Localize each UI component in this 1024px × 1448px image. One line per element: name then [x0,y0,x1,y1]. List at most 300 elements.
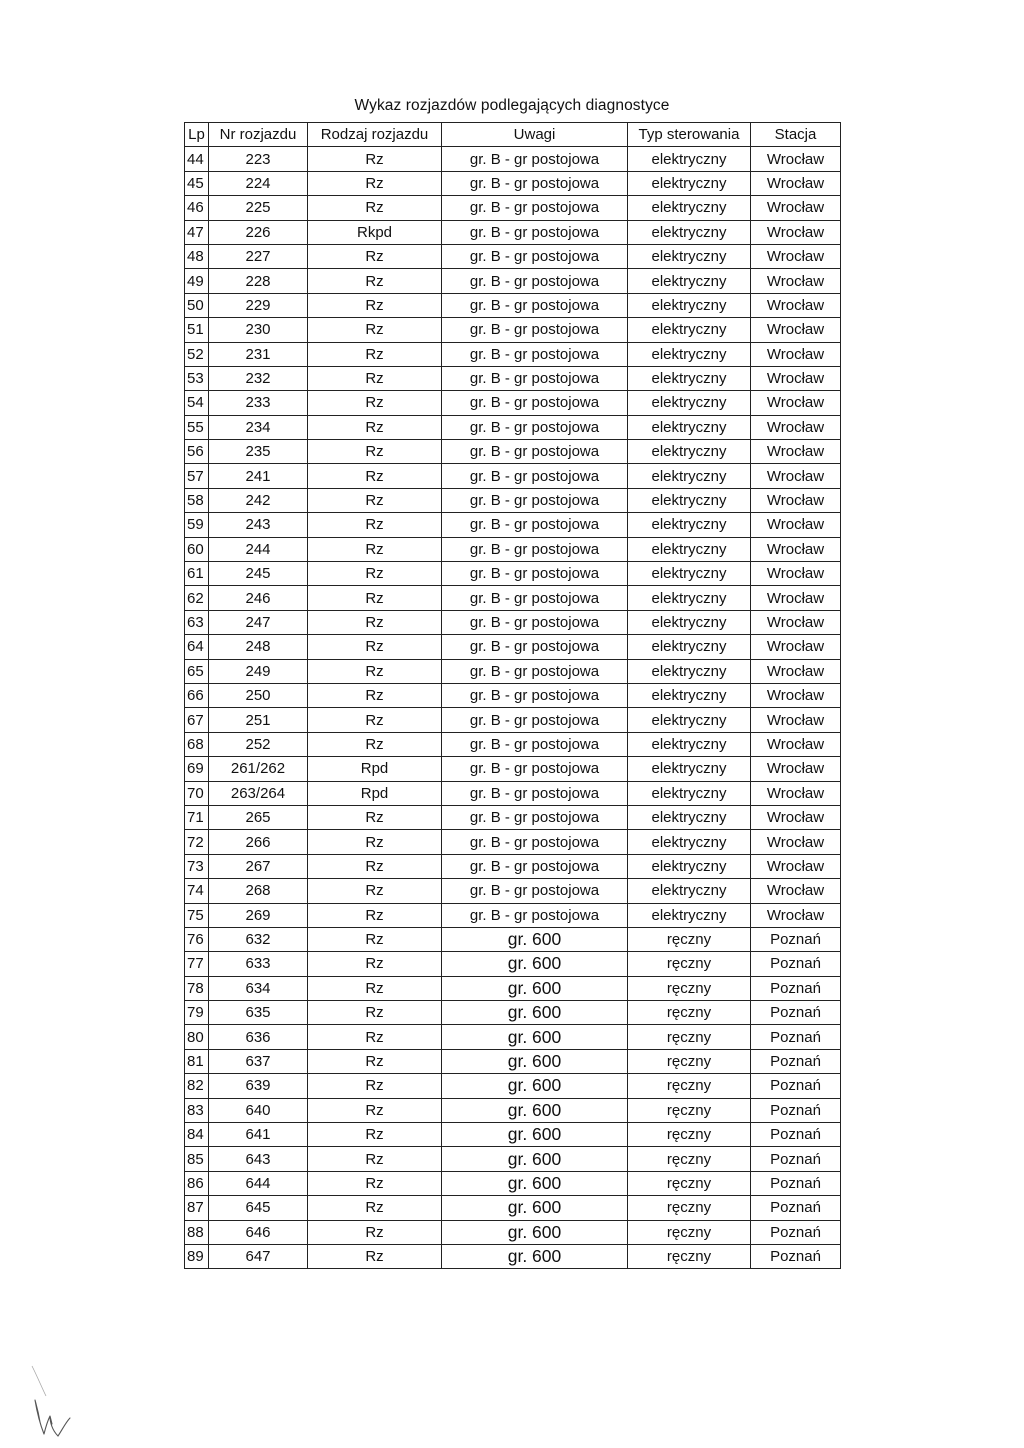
cell-lp: 83 [185,1098,209,1122]
table-body [185,147,841,1269]
cell-rodzaj: Rz [308,927,442,951]
cell-uwagi: gr. B - gr postojowa [442,757,628,781]
cell-nr: 245 [209,562,308,586]
cell-rodzaj: Rz [308,1098,442,1122]
cell-stacja: Wrocław [751,488,841,512]
cell-uwagi: gr. B - gr postojowa [442,830,628,854]
cell-typ: elektryczny [628,440,751,464]
table-row [185,1123,841,1147]
header-typ-sterowania: Typ sterowania [628,123,751,147]
cell-nr: 646 [209,1220,308,1244]
table-row [185,903,841,927]
cell-stacja: Wrocław [751,610,841,634]
table-row [185,220,841,244]
cell-nr: 265 [209,805,308,829]
cell-nr: 230 [209,318,308,342]
cell-stacja: Wrocław [751,196,841,220]
table-row [185,196,841,220]
cell-nr: 225 [209,196,308,220]
cell-typ: elektryczny [628,708,751,732]
cell-stacja: Wrocław [751,415,841,439]
table-row [185,586,841,610]
cell-lp: 85 [185,1147,209,1171]
cell-rodzaj: Rz [308,488,442,512]
cell-nr: 232 [209,366,308,390]
cell-rodzaj: Rz [308,635,442,659]
cell-nr: 248 [209,635,308,659]
cell-stacja: Wrocław [751,586,841,610]
cell-uwagi: gr. 600 [442,1196,628,1220]
table-row [185,927,841,951]
cell-typ: elektryczny [628,196,751,220]
table-row [185,488,841,512]
cell-typ: elektryczny [628,513,751,537]
cell-lp: 80 [185,1025,209,1049]
cell-uwagi: gr. B - gr postojowa [442,879,628,903]
cell-lp: 87 [185,1196,209,1220]
table-row [185,415,841,439]
table-row [185,1001,841,1025]
cell-uwagi: gr. B - gr postojowa [442,805,628,829]
cell-lp: 53 [185,366,209,390]
cell-typ: ręczny [628,1098,751,1122]
cell-uwagi: gr. B - gr postojowa [442,171,628,195]
cell-uwagi: gr. 600 [442,976,628,1000]
cell-rodzaj: Rz [308,976,442,1000]
cell-uwagi: gr. B - gr postojowa [442,659,628,683]
cell-uwagi: gr. B - gr postojowa [442,781,628,805]
cell-uwagi: gr. B - gr postojowa [442,269,628,293]
cell-typ: ręczny [628,1049,751,1073]
cell-uwagi: gr. 600 [442,1244,628,1268]
cell-typ: elektryczny [628,562,751,586]
cell-rodzaj: Rz [308,1049,442,1073]
cell-lp: 54 [185,391,209,415]
cell-stacja: Wrocław [751,708,841,732]
cell-uwagi: gr. B - gr postojowa [442,513,628,537]
cell-lp: 86 [185,1171,209,1195]
cell-uwagi: gr. B - gr postojowa [442,683,628,707]
table-row [185,464,841,488]
cell-stacja: Wrocław [751,781,841,805]
cell-uwagi: gr. B - gr postojowa [442,196,628,220]
cell-nr: 633 [209,952,308,976]
cell-stacja: Poznań [751,976,841,1000]
cell-uwagi: gr. B - gr postojowa [442,562,628,586]
cell-typ: elektryczny [628,415,751,439]
cell-stacja: Wrocław [751,562,841,586]
cell-stacja: Poznań [751,1049,841,1073]
cell-lp: 79 [185,1001,209,1025]
cell-uwagi: gr. 600 [442,1049,628,1073]
cell-uwagi: gr. B - gr postojowa [442,903,628,927]
cell-rodzaj: Rz [308,854,442,878]
cell-nr: 231 [209,342,308,366]
table-row [185,1196,841,1220]
cell-rodzaj: Rz [308,391,442,415]
table-row [185,147,841,171]
cell-stacja: Poznań [751,1025,841,1049]
cell-lp: 59 [185,513,209,537]
cell-typ: elektryczny [628,879,751,903]
cell-nr: 266 [209,830,308,854]
cell-lp: 68 [185,732,209,756]
cell-lp: 66 [185,683,209,707]
cell-lp: 46 [185,196,209,220]
cell-stacja: Wrocław [751,830,841,854]
cell-nr: 263/264 [209,781,308,805]
cell-stacja: Wrocław [751,732,841,756]
cell-stacja: Wrocław [751,683,841,707]
cell-stacja: Wrocław [751,440,841,464]
header-rodzaj-rozjazdu: Rodzaj rozjazdu [308,123,442,147]
table-row [185,854,841,878]
cell-typ: elektryczny [628,391,751,415]
cell-typ: ręczny [628,1196,751,1220]
table-row [185,635,841,659]
cell-typ: elektryczny [628,366,751,390]
cell-stacja: Poznań [751,1171,841,1195]
cell-rodzaj: Rz [308,830,442,854]
cell-nr: 223 [209,147,308,171]
table-row [185,562,841,586]
cell-lp: 71 [185,805,209,829]
cell-lp: 47 [185,220,209,244]
cell-stacja: Wrocław [751,318,841,342]
cell-lp: 81 [185,1049,209,1073]
cell-rodzaj: Rz [308,147,442,171]
cell-nr: 639 [209,1074,308,1098]
cell-stacja: Poznań [751,927,841,951]
cell-lp: 44 [185,147,209,171]
cell-rodzaj: Rz [308,244,442,268]
cell-nr: 643 [209,1147,308,1171]
cell-stacja: Poznań [751,1147,841,1171]
cell-rodzaj: Rz [308,513,442,537]
cell-uwagi: gr. B - gr postojowa [442,342,628,366]
cell-rodzaj: Rz [308,1001,442,1025]
cell-nr: 249 [209,659,308,683]
cell-nr: 645 [209,1196,308,1220]
cell-nr: 268 [209,879,308,903]
table-row [185,366,841,390]
cell-rodzaj: Rz [308,196,442,220]
table-row [185,537,841,561]
cell-lp: 50 [185,293,209,317]
cell-uwagi: gr. B - gr postojowa [442,318,628,342]
cell-uwagi: gr. B - gr postojowa [442,635,628,659]
cell-stacja: Wrocław [751,659,841,683]
table-row [185,683,841,707]
table-row [185,976,841,1000]
table-row [185,440,841,464]
cell-rodzaj: Rz [308,1244,442,1268]
cell-typ: ręczny [628,1025,751,1049]
cell-uwagi: gr. 600 [442,952,628,976]
cell-lp: 67 [185,708,209,732]
cell-stacja: Poznań [751,1074,841,1098]
cell-typ: elektryczny [628,757,751,781]
cell-stacja: Poznań [751,952,841,976]
cell-typ: elektryczny [628,854,751,878]
table-row [185,318,841,342]
cell-rodzaj: Rz [308,293,442,317]
cell-lp: 73 [185,854,209,878]
cell-rodzaj: Rz [308,903,442,927]
cell-rodzaj: Rz [308,1025,442,1049]
cell-lp: 56 [185,440,209,464]
cell-stacja: Wrocław [751,757,841,781]
cell-typ: ręczny [628,1001,751,1025]
cell-nr: 229 [209,293,308,317]
table-row [185,1098,841,1122]
cell-typ: elektryczny [628,318,751,342]
cell-uwagi: gr. 600 [442,927,628,951]
signature-mark [28,1360,98,1440]
cell-lp: 88 [185,1220,209,1244]
cell-stacja: Wrocław [751,269,841,293]
cell-uwagi: gr. B - gr postojowa [442,220,628,244]
table-row [185,1049,841,1073]
cell-uwagi: gr. B - gr postojowa [442,610,628,634]
cell-uwagi: gr. B - gr postojowa [442,366,628,390]
cell-typ: elektryczny [628,537,751,561]
cell-nr: 647 [209,1244,308,1268]
cell-typ: elektryczny [628,805,751,829]
cell-nr: 251 [209,708,308,732]
cell-typ: elektryczny [628,220,751,244]
table-row [185,732,841,756]
cell-stacja: Wrocław [751,147,841,171]
cell-stacja: Wrocław [751,293,841,317]
cell-rodzaj: Rz [308,1171,442,1195]
cell-stacja: Wrocław [751,244,841,268]
cell-uwagi: gr. B - gr postojowa [442,537,628,561]
cell-stacja: Wrocław [751,391,841,415]
cell-rodzaj: Rkpd [308,220,442,244]
cell-stacja: Poznań [751,1001,841,1025]
cell-uwagi: gr. 600 [442,1074,628,1098]
cell-rodzaj: Rz [308,1220,442,1244]
cell-typ: ręczny [628,1220,751,1244]
cell-typ: elektryczny [628,903,751,927]
cell-rodzaj: Rpd [308,757,442,781]
cell-nr: 634 [209,976,308,1000]
table-row [185,830,841,854]
cell-typ: elektryczny [628,635,751,659]
cell-lp: 60 [185,537,209,561]
table-header-row [185,123,841,147]
cell-rodzaj: Rz [308,366,442,390]
cell-lp: 45 [185,171,209,195]
cell-typ: ręczny [628,976,751,1000]
cell-rodzaj: Rz [308,952,442,976]
cell-typ: elektryczny [628,171,751,195]
cell-uwagi: gr. 600 [442,1171,628,1195]
cell-lp: 82 [185,1074,209,1098]
cell-lp: 48 [185,244,209,268]
cell-rodzaj: Rz [308,171,442,195]
cell-uwagi: gr. B - gr postojowa [442,464,628,488]
cell-lp: 62 [185,586,209,610]
cell-nr: 640 [209,1098,308,1122]
table-row [185,659,841,683]
table-row [185,805,841,829]
cell-lp: 89 [185,1244,209,1268]
cell-rodzaj: Rz [308,683,442,707]
cell-typ: ręczny [628,927,751,951]
header-lp: Lp [185,123,209,147]
cell-nr: 252 [209,732,308,756]
cell-stacja: Wrocław [751,220,841,244]
cell-typ: elektryczny [628,293,751,317]
cell-typ: ręczny [628,952,751,976]
table-row [185,757,841,781]
cell-rodzaj: Rz [308,586,442,610]
cell-lp: 55 [185,415,209,439]
cell-typ: elektryczny [628,781,751,805]
table-row [185,610,841,634]
cell-lp: 75 [185,903,209,927]
cell-nr: 635 [209,1001,308,1025]
cell-typ: elektryczny [628,659,751,683]
cell-uwagi: gr. B - gr postojowa [442,391,628,415]
cell-lp: 74 [185,879,209,903]
cell-rodzaj: Rz [308,269,442,293]
cell-typ: ręczny [628,1123,751,1147]
cell-rodzaj: Rz [308,1074,442,1098]
cell-typ: ręczny [628,1074,751,1098]
table-row [185,879,841,903]
cell-nr: 228 [209,269,308,293]
cell-rodzaj: Rz [308,537,442,561]
cell-uwagi: gr. B - gr postojowa [442,293,628,317]
table-row [185,952,841,976]
cell-typ: elektryczny [628,830,751,854]
cell-rodzaj: Rz [308,1147,442,1171]
table-row [185,781,841,805]
table-row [185,1244,841,1268]
table-row [185,708,841,732]
cell-nr: 234 [209,415,308,439]
cell-stacja: Wrocław [751,513,841,537]
cell-typ: elektryczny [628,488,751,512]
cell-stacja: Poznań [751,1220,841,1244]
cell-rodzaj: Rpd [308,781,442,805]
cell-nr: 641 [209,1123,308,1147]
cell-lp: 65 [185,659,209,683]
cell-typ: elektryczny [628,586,751,610]
cell-rodzaj: Rz [308,464,442,488]
cell-rodzaj: Rz [308,1196,442,1220]
document-title: Wykaz rozjazdów podlegających diagnostyce [354,97,670,114]
cell-nr: 267 [209,854,308,878]
cell-lp: 49 [185,269,209,293]
cell-uwagi: gr. 600 [442,1025,628,1049]
cell-lp: 61 [185,562,209,586]
cell-uwagi: gr. 600 [442,1098,628,1122]
cell-nr: 242 [209,488,308,512]
cell-nr: 636 [209,1025,308,1049]
cell-lp: 72 [185,830,209,854]
cell-rodzaj: Rz [308,708,442,732]
cell-stacja: Wrocław [751,537,841,561]
cell-stacja: Wrocław [751,171,841,195]
cell-nr: 269 [209,903,308,927]
cell-nr: 244 [209,537,308,561]
cell-rodzaj: Rz [308,732,442,756]
table-row [185,342,841,366]
cell-rodzaj: Rz [308,415,442,439]
cell-nr: 241 [209,464,308,488]
cell-nr: 246 [209,586,308,610]
cell-nr: 261/262 [209,757,308,781]
header-stacja: Stacja [751,123,841,147]
cell-stacja: Wrocław [751,342,841,366]
cell-typ: ręczny [628,1147,751,1171]
table-row [185,391,841,415]
cell-stacja: Wrocław [751,805,841,829]
cell-rodzaj: Rz [308,1123,442,1147]
cell-rodzaj: Rz [308,440,442,464]
cell-typ: elektryczny [628,464,751,488]
cell-lp: 63 [185,610,209,634]
header-nr-rozjazdu: Nr rozjazdu [209,123,308,147]
cell-stacja: Wrocław [751,903,841,927]
table-row [185,269,841,293]
cell-typ: elektryczny [628,683,751,707]
cell-uwagi: gr. 600 [442,1147,628,1171]
cell-stacja: Poznań [751,1244,841,1268]
cell-stacja: Poznań [751,1123,841,1147]
cell-nr: 235 [209,440,308,464]
cell-lp: 57 [185,464,209,488]
table-row [185,1074,841,1098]
cell-rodzaj: Rz [308,610,442,634]
cell-lp: 69 [185,757,209,781]
cell-stacja: Wrocław [751,854,841,878]
cell-uwagi: gr. B - gr postojowa [442,147,628,171]
cell-uwagi: gr. B - gr postojowa [442,854,628,878]
cell-uwagi: gr. 600 [442,1123,628,1147]
cell-rodzaj: Rz [308,805,442,829]
cell-typ: ręczny [628,1171,751,1195]
cell-stacja: Wrocław [751,879,841,903]
cell-stacja: Poznań [751,1098,841,1122]
table-row [185,244,841,268]
cell-uwagi: gr. B - gr postojowa [442,586,628,610]
cell-stacja: Poznań [751,1196,841,1220]
cell-lp: 51 [185,318,209,342]
cell-stacja: Wrocław [751,464,841,488]
cell-nr: 247 [209,610,308,634]
cell-typ: elektryczny [628,610,751,634]
cell-lp: 70 [185,781,209,805]
table-row [185,171,841,195]
switches-table [184,122,841,1269]
cell-uwagi: gr. 600 [442,1220,628,1244]
cell-uwagi: gr. B - gr postojowa [442,415,628,439]
table-row [185,1147,841,1171]
cell-stacja: Wrocław [751,366,841,390]
cell-rodzaj: Rz [308,318,442,342]
cell-nr: 637 [209,1049,308,1073]
cell-lp: 77 [185,952,209,976]
cell-typ: elektryczny [628,269,751,293]
cell-typ: ręczny [628,1244,751,1268]
cell-rodzaj: Rz [308,659,442,683]
table-row [185,513,841,537]
